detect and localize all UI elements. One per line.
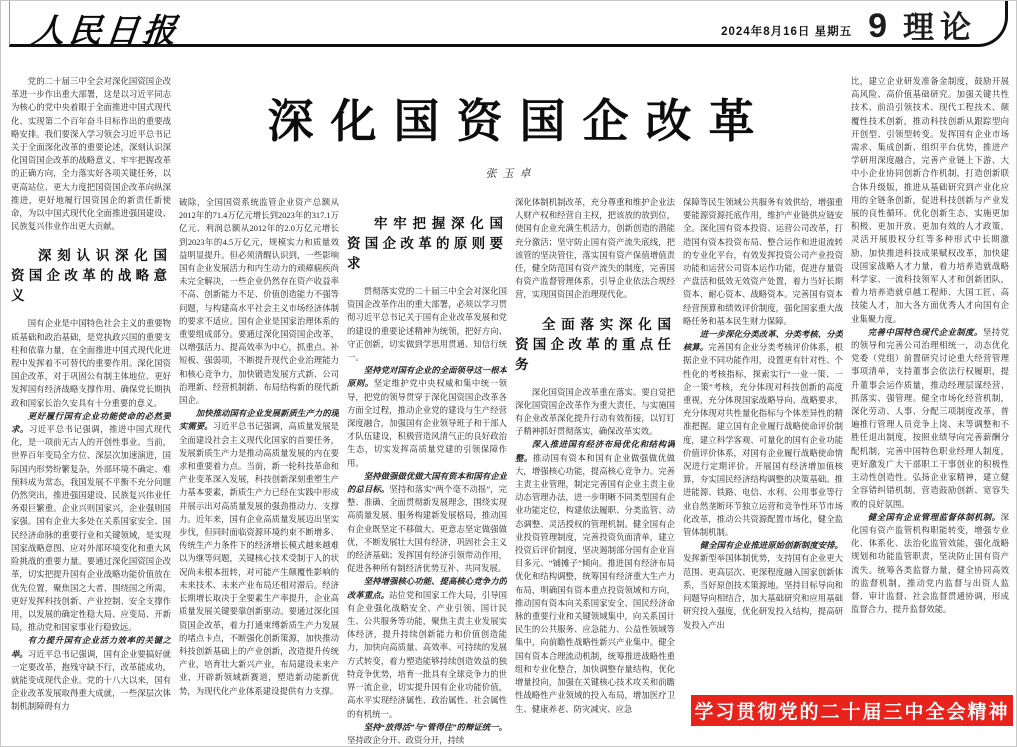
- section-name: 理论: [903, 10, 977, 45]
- page-header: [9, 1, 1008, 50]
- header-right: [721, 1, 977, 45]
- page-number: 9: [868, 7, 887, 45]
- paragraph: 健全国有企业推进原始创新制度安排。发挥新型举国体制优势，支持国有企业更大范围、更高层次、更深程度融入国家创新体系，当好原创技术策源地。坚持目标导向和问题导向相结合，加大基础研究和应用基础研究投入强度，优化研发投入结构，提高研发投入产出: [683, 541, 843, 630]
- article-column-2: [179, 196, 339, 746]
- paragraph-lead: 有力提升国有企业活力效率的关键之举。: [11, 636, 171, 659]
- article-author: 张玉卓: [485, 168, 537, 180]
- article-headline: 深化国资国企改革: [267, 95, 772, 147]
- paragraph: 加快推动国有企业发展新质生产力的现实需要。习近平总书记强调，高质量发展是全面建设社会主义现代化国家的首要任务，发展新质生产力是推动高质量发展的内在要求和重要着力点。当前，新一轮科技革命和产业变革深入发展，科技创新深刻重塑生产力基本要素，新质生产力已经在实践中形成并展示出对高质量发展的强劲推动力、支撑力。近年来，国有企业高质量发展迈出坚实步伐，但同时面临资源环境约束不断增多、传统生产力条件下的经济增长模式越来越难以为继等问题，关键核心技术受制于人的状况尚未根本扭转，对可能产生颠覆性影响的未来技术、未来产业布局还相对滞后。经济长期增长取决于全要素生产率提升，企业高质量发展关键要靠创新驱动。要通过深化国资国企改革，着力打通束缚新质生产力发展的堵点卡点，不断强化创新策源，加快推动科技创新基础上的产业创新，改造提升传统产业，培育壮大新兴产业，布局建设未来产业，开辟新领域新赛道，塑造新动能新优势，为现代化产业体系建设提供有力支撑。: [179, 409, 339, 696]
- paragraph: 坚持做强做优做大国有资本和国有企业的总目标。坚持和落实“两个毫不动摇”，完整、准确、全面贯彻新发展理念，围绕实现高质量发展、服务构建新发展格局，推动国有企业既坚定不移做大、更意志坚定做强做优，不断发展壮大国有经济，巩固社会主义的经济基础；发挥国有经济引领带动作用，促进各种所有制经济优势互补、共同发展。: [347, 471, 507, 574]
- section-heading: 深刻认识深化国资国企改革的战略意义: [11, 248, 171, 304]
- article-column-5: [683, 196, 843, 746]
- article-column-3: [347, 196, 507, 746]
- paragraph-lead: 完善中国特色现代企业制度。: [867, 327, 983, 337]
- paragraph-lead: 进一步深化分类改革、分类考核、分类核算。: [683, 330, 843, 353]
- paragraph: 深入推进国有经济布局优化和结构调整。推动国有资本和国有企业做强做优做大，增强核心功能，提高核心竞争力。完善主责主业管理，制定完善国有企业主责主业动态管理办法，进一步明晰不同类型国有企业功能定位，构建依法履职、分类监管、动态调整、灵活授权的管理机制。健全国有企业投资管理制度，完善投资负面清单，建立投资后评价制度，坚决遏制部分国有企业盲目多元、“铺摊子”倾向。推进国有经济布局优化和结构调整，统筹国有经济重大生产力布局，明确国有资本重点投资领域和方向，推动国有资本向关系国家安全、国民经济命脉的重要行业和关键领域集中，向关系国计民生的公共服务、应急能力、公益性领域等集中，向前瞻性战略性新兴产业集中。健全国有资本合理流动机制，统筹推进战略性重组和专业化整合，加快调整存量结构，优化增量投向，加强在关键核心技术攻关和前瞻性战略性产业领域的投入布局，增加医疗卫生、健康养老、防灾减灾、应急: [515, 440, 675, 714]
- paragraph: 进一步深化分类改革、分类考核、分类核算。完善国有企业分类考核评价体系，根据企业不同功能作用，设置更有针对性、个性化的考核指标，探索实行“一业一策、一企一策”考核，充分体现对科技创新的高度重视，充分体现国家战略导向、战略要求，充分体现对共性量化指标与个体差异性的精准把握。建立国有企业履行战略使命评价制度，建立科学客观、可量化的国有企业功能价值评价体系，对国有企业履行战略使命情况进行定期评价。开展国有经济增加值核算，夯实国民经济结构调整的决策基础。推进能源、铁路、电信、水利、公用事业等行业自然垄断环节独立运营和竞争性环节市场化改革，推动公共资源配置市场化，健全监管体制机制。: [683, 330, 843, 538]
- paragraph: 党的二十届三中全会对深化国资国企改革进一步作出重大部署，这是以习近平同志为核心的党中央着眼于全面推进中国式现代化、实现第二个百年奋斗目标作出的重要战略安排。我们要深入学习领会习近平总书记关于全面深化改革的重要论述，深刻认识深化国资国企改革的战略意义、牢牢把握改革的正确方向，全力落实好各项关键任务，以更高站位、更大力度把国资国企改革向纵深推进，更好地履行国资国企的新责任新使命，为以中国式现代化全面推进强国建设、民族复兴伟业作出更大贡献。: [11, 77, 171, 232]
- paragraph-lead: 健全国有企业管理监督体制机制。: [867, 512, 1001, 522]
- paragraph: 完善中国特色现代企业制度。坚持党的领导和完善公司治理相统一，动态优化党委（党组）前置研究讨论重大经营管理事项清单，支持董事会依法行权履职，提升董事会运作质量，推动经理层谋经营、抓落实、强管理。健全市场化经营机制，深化劳动、人事、分配三项制度改革，普遍推行管理人员竞争上岗、末等调整和不胜任退出制度，按照业绩导向完善薪酬分配机制，完善中国特色职业经理人制度，更好激发广大干部职工干事创业的积极性主动性创造性。弘扬企业家精神，建立健全容错纠错机制，营造鼓励创新、宽容失败的良好氛围。: [851, 327, 1009, 509]
- paragraph: 国有企业是中国特色社会主义的重要物质基础和政治基础，是党执政兴国的重要支柱和依靠力量，在全面推进中国式现代化进程中发挥着不可替代的重要作用。深化国资国企改革，对于巩固公有制主体地位、更好发挥国有经济战略支撑作用、确保党长期执政和国家长治久安具有十分重要的意义。: [11, 319, 171, 408]
- paragraph: 贯彻落实党的二十届三中全会对深化国资国企改革作出的重大部署，必须以学习贯彻习近平总书记关于国有企业改革发展和党的建设的重要论述精神为统领，把好方向、守正创新，切实做到学思用贯通、知信行统一。: [347, 287, 507, 363]
- paragraph: 坚持增强核心功能、提高核心竞争力的改革重点。站位党和国家工作大局，引导国有企业强化战略安全、产业引领、国计民生、公共服务等功能，聚焦主责主业发展实体经济，提升持续创新能力和价值创造能力，加快向高质量、高效率、可持续的发展方式转变，着力塑造能够持续创造效益的独特竞争优势，培育一批具有全球竞争力的世界一流企业，切实提升国有企业功能价值，高水平实现经济属性、政治属性、社会属性的有机统一。: [347, 577, 507, 719]
- campaign-banner: 学习贯彻党的二十届三中全会精神: [691, 695, 1013, 726]
- paragraph-lead: 坚持增强核心功能、提高核心竞争力的改革重点。: [347, 577, 507, 600]
- section-heading: 全面落实深化国资国企改革的重点任务: [515, 316, 675, 372]
- paragraph: 有力提升国有企业活力效率的关键之举。习近平总书记强调，国有企业要搞好就一定要改革，抱残守缺不行，改革能成功，就能变成现代企业。党的十八大以来，国有企业改革发展取得重大成就，一些深层次体制机制障碍有力: [11, 636, 171, 712]
- paragraph-lead: 深入推进国有经济布局优化和结构调整。: [515, 440, 675, 463]
- paragraph-lead: 坚持“放得活”与“管得住”的辩证统一。: [363, 722, 507, 732]
- paragraph: 深化体制机制改革，充分尊重和维护企业法人财产权和经营自主权，把该放的放到位，使国有企业充满生机活力，创新创造的潜能充分激活；坚守防止国有资产流失底线，把该管的坚决管住，落实国有资产保值增值责任，健全防范国有资产流失的制度，完善国有资产监督管理体系，引导企业依法合规经营，实现国资国企治理现代化。: [515, 198, 675, 300]
- paragraph: 保障等民生领域公共服务有效供给，增强重要能源资源托底作用，维护产业链供应链安全。深化国有资本投资、运营公司改革，打造国有资本投资布局、整合运作和进退流转的专业化平台，有效发挥投资公司产业投资功能和运营公司资本运作功能，促进存量资产盘活和低效无效资产处置，着力当好长期资本、耐心资本、战略资本。完善国有资本经营预算和绩效评价制度，强化国家重大战略任务和基本民生财力保障。: [683, 198, 843, 326]
- paragraph: 深化国资国企改革重在落实。要自觉把深化国资国企改革作为重大责任，与实施国有企业改革深化提升行动有效衔接，以钉钉子精神抓好贯彻落实，确保改革实效。: [515, 387, 675, 437]
- paragraph: 破除，全国国资系统监管企业资产总额从2012年的71.4万亿元增长到2023年的317.1万亿元、利润总额从2012年的2.0万亿元增长到2023年的4.5万亿元，规模实力和质量效益明显提升。但必须清醒认识到，一些影响国有企业发展活力和内生动力的顽瘴痼疾尚未完全解决，一些企业仍然存在资产收益率不高、创新能力不足、价值创造能力不强等问题，与构建高水平社会主义市场经济体制的要求不适应。国有企业是国家治理体系的重要组成部分。要通过深化国资国企改革，以增强活力、提高效率为中心，抓重点、补短板、强弱项，不断提升现代企业治理能力和核心竞争力，加快锻造发展方式新、公司治理新、经营机制新、布局结构新的现代新国企。: [179, 198, 339, 406]
- masthead-logo: 人民日报: [29, 14, 182, 50]
- paragraph: 健全国有企业管理监督体制机制。深化国有资产监管机构职能转变，增强专业化、体系化、法治化监管效能，强化战略规划和功能监管职责，坚决防止国有资产流失。统筹各类监督力量，健全协同高效的监督机制，推动党内监督与出资人监督、审计监督、社会监督贯通协调，形成监督合力，提升监督效能。: [851, 512, 1009, 615]
- paragraph-lead: 健全国有企业推进原始创新制度安排。: [699, 541, 843, 551]
- paragraph-lead: 加快推动国有企业发展新质生产力的现实需要。: [179, 409, 339, 432]
- paragraph-lead: 坚持党对国有企业的全面领导这一根本原则。: [347, 366, 507, 389]
- paragraph: 比，建立企业研发准备金制度，鼓励开展高风险、高价值基础研究。加强关键共性技术、前沿引领技术、现代工程技术、颠覆性技术创新，推动科技创新从跟踪型向开创型、引领型转变。发挥国有企业市场需求、集成创新、组织平台优势，推进产学研用深度融合，完善产业链上下游、大中小企业协同创新合作机制，打造创新联合体升级版，推进从基础研究到产业化应用的全链条创新，促进科技创新与产业发展的良性循环。优化创新生态，实施更加积极、更加开放、更加有效的人才政策，灵活开展股权分红等多种形式中长期激励，加快推进科技成果赋权改革，加快建设国家战略人才力量，着力培养造就战略科学家、一流科技领军人才和创新团队，着力培养造就卓越工程师、大国工匠、高技能人才，加大各方面优秀人才向国有企业集聚力度。: [851, 77, 1009, 324]
- article-column-4: [515, 196, 675, 746]
- paragraph-lead: 坚持做强做优做大国有资本和国有企业的总目标。: [347, 471, 507, 495]
- paragraph: 坚持“放得活”与“管得住”的辩证统一。坚持政企分开、政资分开，持续: [347, 722, 507, 745]
- paragraph: 更好履行国有企业功能使命的必然要求。习近平总书记强调，推进中国式现代化，是一项前无古人的开创性事业。当前，世界百年变局全方位、深层次加速演进，国际国内形势纷繁复杂，外部环境不确定、难预料成为常态，我国发展不平衡不充分问题仍然突出，推进强国建设、民族复兴伟业任务艰巨繁重。企业兴则国家兴，企业强则国家强。国有企业大多处在关系国家安全、国民经济命脉的重要行业和关键领域，是实现国家战略意图、应对外部环境变化和重大风险挑战的重要力量。要通过深化国资国企改革，切实把提升国有企业战略功能价值放在优先位置，聚焦国之大者、围绕国之所需，更好发挥科技创新、产业控制、安全支撑作用，以发展的确定性稳大局、应变局、开新局，推动党和国家事业行稳致远。: [11, 411, 171, 633]
- paragraph-lead: 更好履行国有企业功能使命的必然要求。: [11, 411, 171, 435]
- publication-date: 2024年8月16日 星期五: [721, 26, 853, 38]
- article-column-1: [11, 63, 171, 746]
- section-heading: 牢牢把握深化国资国企改革的原则要求: [347, 216, 507, 271]
- paragraph: 坚持党对国有企业的全面领导这一根本原则。坚定维护党中央权威和集中统一领导，把党的领导贯穿于深化国资国企改革各方面全过程，推动企业党的建设与生产经营深度融合，加强国有企业领导班子和干部人才队伍建设，积极营造风清气正的良好政治生态，切实发挥高质量党建的引领保障作用。: [347, 366, 507, 468]
- article-column-6: [851, 63, 1009, 689]
